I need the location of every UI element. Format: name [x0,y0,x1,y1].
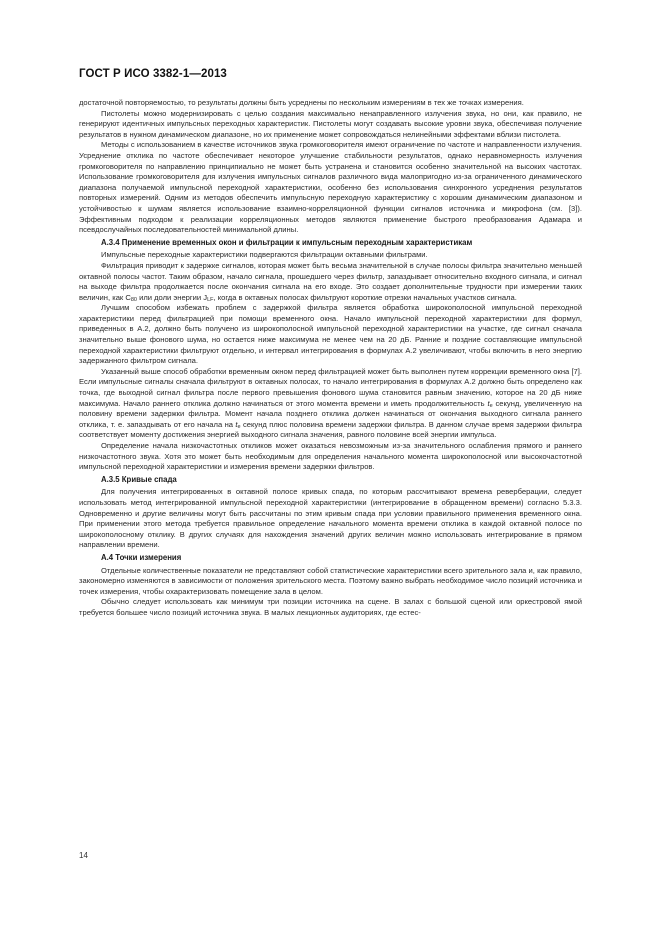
subscript: 80 [130,296,137,303]
subscript: LF [207,296,214,303]
paragraph: Для получения интегрированных в октавной полосе кривых спада, по которым рассчитывают времена реверберации, следует использовать метод интегрированной импульсной переходной характеристики (интегрирование в обращенном времени) согласно 5.3.3. Одновременно и другие величины могут быть рассчитаны по этим кривым спада при условии правильного применения временного окна. При применении этого метода требуется правильное определение начального момента времени отклика в каждой октавной полосе по широкополосному отклику. В других случаях для нахождения значений других величин можно использовать интегрирование в прямом направлении времени. [79,487,582,550]
subscript: e [237,423,241,430]
text-run: секунд плюс половина времени задержки фильтра. В данном случае время задержки фильтра соответствует моменту достижения энергией выходного сигнала значения, равного половине всей энергии импульса. [79,419,583,440]
paragraph: Пистолеты можно модернизировать с целью создания максимально ненаправленного излучения звука, но они, как правило, не генерируют идентичных импульсных переходных характеристик. Пистолеты могут создавать высокие уровни звука, обеспечивая получение результатов в нужном динамическом диапазоне, но их применение может сопровождаться нелинейными эффектами вблизи пистолета. [79,108,582,139]
paragraph [79,367,582,441]
text-run: Указанный выше способ обработки временным окном перед фильтрацией может быть выполнен путем коррекции временного окна [7]. Если импульсные сигналы сначала фильтруют в октавных полосах, то начало интегрирования в формулах А.2 должно быть определено как точка, где выходной сигнал фильтра после первого превышения фонового шума становится равным значению, которое на 20 дБ ниже максимума. Начало раннего отклика должно начинаться от этого момента времени и иметь продолжительность [79,366,582,408]
page-number: 14 [79,851,88,860]
document-header: ГОСТ Р ИСО 3382-1—2013 [79,68,227,80]
paragraph: Обычно следует использовать как минимум три позиции источника на сцене. В залах с большой сценой или оркестровой ямой требуется большее число позиций источника звука. В малых лекционных аудиториях, где естес- [79,597,582,617]
paragraph: Лучшим способом избежать проблем с задержкой фильтра является обработка широкополосной импульсной переходной характеристики перед фильтрацией при помощи временного окна. Начало импульсной переходной характеристики для формул, приведенных в А.2, должно быть получено из широкополосной импульсной переходной характеристики на участке, где сигнал сначала значительно выше фонового шума, но остается ниже максимума не менее чем на 20 дБ. Ранние и поздние составляющие импульсной переходной характеристики фильтруют отдельно, и интервал интегрирования в формулах А.2 увеличивают, чтобы включить в него энергию задержанного фильтром сигнала. [79,303,582,366]
document-body [79,98,582,619]
text-run: или доли энергии J [136,292,208,302]
paragraph [79,261,582,303]
section-heading: А.3.5 Кривые спада [101,474,177,484]
math-symbol: t [235,419,238,429]
paragraph: Определение начала низкочастотных откликов может оказаться невозможным из-за значительного ослабления прямого и раннего низкочастотного звука. Хотя это может быть необходимым для определения начального момента широкополосной или высокочастотной импульсной переходной характеристики и измерения времени задержки фильтров. [79,441,582,472]
text-run: Фильтрация приводит к задержке сигналов, которая может быть весьма значительной в случае полосы фильтра значительно меньшей октавной полосы частот. Таким образом, начало сигнала, прошедшего через фильтр, запаздывает относительно входного сигнала, и сигнал на выходе фильтра продолжается после окончания сигнала на его входе. Это создает дополнительные трудности при измерении таких величин, как C [79,260,582,302]
text-run: секунд, увеличенную на половину времени задержки фильтра. Момент начала позднего отклика должен начинаться от окончания выходного сигнала раннего отклика, т. е. запаздывать от его начала на [79,398,582,429]
paragraph: Отдельные количественные показатели не представляют собой статистические характеристики всего зрительного зала и, как правило, закономерно изменяются в зависимости от положения зрительского места. Поэтому важно выбрать необходимое число позиций источника и точек измерения, чтобы охарактеризовать помещение зала в целом. [79,565,582,596]
section-heading: А.3.4 Применение временных окон и фильтрации к импульсным переходным характеристикам [101,237,473,247]
paragraph: достаточной повторяемостью, то результаты должны быть усреднены по нескольким измерениям в тех же точках измерения. [79,98,524,107]
paragraph: Импульсные переходные характеристики подвергаются фильтрации октавными фильтрами. [101,250,428,260]
math-symbol: t [487,398,490,408]
subscript: e [489,402,493,409]
paragraph: Методы с использованием в качестве источников звука громкоговорителя имеют ограничение по частоте и направленности излучения. Усреднение отклика по частоте обеспечивает некоторое улучшение стабильности результатов, однако неравномерность излучения громкоговорителя по направлению принципиально не может быть устранена и становится особенно значительной на высоких частотах. Использование громкоговорителя для излучения импульсных сигналов различного вида малопригодно из-за ограниченного динамического диапазона получаемой импульсной переходной характеристики, особенно без использования синхронного усреднения результатов повторных измерений. Одним из методов обеспечить импульсную переходную характеристику с хорошим динамическим диапазоном и устойчивостью к шумам является использование взаимно-корреляционной функции сигналов источника и микрофона (см. [3]). Эффективным подходом к реализации корреляционных методов являются применение быстрого преобразования Адамара и псевдослучайных последовательностей минимальной длины. [79,140,582,235]
text-run: , когда в октавных полосах фильтруют короткие отрезки начальных участков сигнала. [213,292,517,302]
section-heading: А.4 Точки измерения [101,552,182,562]
